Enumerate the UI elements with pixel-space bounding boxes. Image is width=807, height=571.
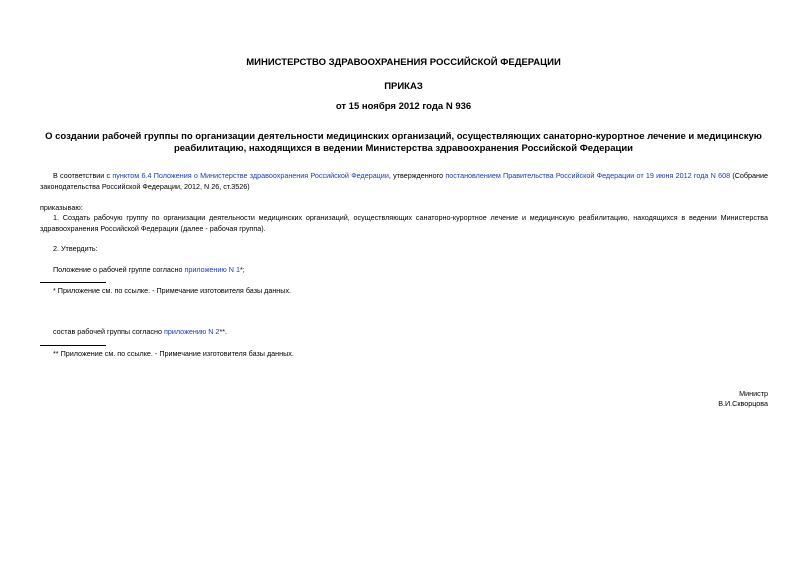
- item-2-paragraph: 2. Утвердить:: [53, 244, 98, 253]
- preamble-prefix: В соответствии с: [53, 171, 113, 180]
- footnote-2: ** Приложение см. по ссылке. - Примечание изготовителя базы данных.: [53, 349, 294, 358]
- doc-type-heading: ПРИКАЗ: [384, 81, 423, 92]
- approve-2-suffix: **.: [219, 327, 228, 336]
- date-number-heading: от 15 ноября 2012 года N 936: [335, 101, 472, 112]
- approve-2-paragraph: [40, 327, 768, 338]
- ministry-heading: МИНИСТЕРСТВО ЗДРАВООХРАНЕНИЯ РОССИЙСКОЙ ФЕДЕРАЦИИ: [246, 57, 561, 68]
- footnote-divider-2: [40, 345, 106, 346]
- preamble-paragraph: [40, 171, 768, 192]
- footnote-divider-1: [40, 282, 106, 283]
- document-title: О создании рабочей группы по организации деятельности медицинских организаций, осуществляющих санаторно-курортное лечение и медицинскую реабилитацию, находящихся в ведении Министерства здравоохранения Российской Федерации: [45, 131, 762, 154]
- link-appendix-1[interactable]: приложению N 1: [184, 265, 240, 274]
- footnote-1: * Приложение см. по ссылке. - Примечание изготовителя базы данных.: [53, 286, 292, 295]
- signature-name: В.И.Скворцова: [718, 399, 768, 408]
- preamble-middle: , утвержденного: [388, 171, 446, 180]
- order-word: приказываю:: [40, 203, 83, 212]
- signature-position: Министр: [739, 389, 768, 398]
- preamble-suffix: (Собрание законодательства Российской Федерации, 2012, N 26, ст.3526): [40, 171, 769, 191]
- approve-1-suffix: *;: [239, 265, 245, 274]
- link-regulation-clause[interactable]: пунктом 6.4 Положения о Министерстве здравоохранения Российской Федерации: [112, 171, 389, 180]
- link-government-decree[interactable]: постановлением Правительства Российской Федерации от 19 июня 2012 года N 608: [445, 171, 731, 180]
- approve-1-prefix: Положение о рабочей группе согласно: [53, 265, 185, 274]
- approve-2-prefix: состав рабочей группы согласно: [53, 327, 164, 336]
- link-appendix-2[interactable]: приложению N 2: [163, 327, 220, 336]
- item-1-paragraph: 1. Создать рабочую группу по организации деятельности медицинских организаций, осуществляющих санаторно-курортное лечение и медицинскую реабилитацию, находящихся в ведении Министерства здравоохранения Российской Федерации (далее - рабочая группа).: [40, 213, 768, 233]
- approve-1-paragraph: [40, 265, 768, 276]
